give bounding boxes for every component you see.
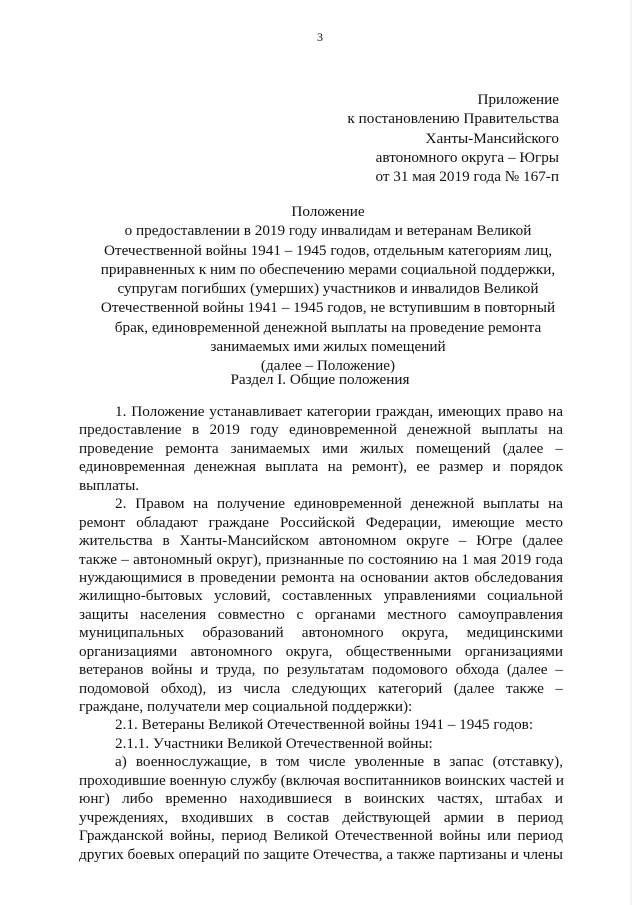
text-line: Гражданской войны, период Великой Отечественной войны или период <box>79 827 563 845</box>
text-line: также – автономный округ), признанные по состоянию на 1 мая 2019 года <box>79 550 563 568</box>
appendix-block <box>347 90 559 186</box>
appendix-line: к постановлению Правительства <box>347 110 559 128</box>
text-line: ремонт обладают граждане Российской Федерации, имеющие место <box>79 513 563 531</box>
text-line: юнг) либо временно находившиеся в воинских частях, штабах и <box>79 790 563 808</box>
title-line: Положение <box>291 203 365 220</box>
text-line: муниципальных образований автономного округа, медицинскими <box>79 624 563 642</box>
title-line: занимаемых ими жилых помещений <box>210 338 446 356</box>
scan-edge <box>630 0 632 905</box>
appendix-line: Ханты-Мансийского <box>425 129 559 147</box>
text-line: 2. Правом на получение единовременной денежной выплаты на <box>115 495 563 513</box>
page-number: 3 <box>317 30 323 44</box>
title-line: о предоставлении в 2019 году инвалидам и ветеранам Великой <box>124 222 532 240</box>
regulation-title <box>100 202 556 376</box>
title-line: (далее – Положение) <box>260 357 396 375</box>
title-line: супругам погибших (умерших) участников и инвалидов Великой <box>117 280 539 298</box>
text-line: единовременная денежная выплата на ремонт), ее размер и порядок <box>79 458 563 476</box>
title-line: Отечественной войны 1941 – 1945 годов, не вступившим в повторный <box>100 299 556 317</box>
appendix-line: автономного округа – Югры <box>375 148 559 166</box>
text-line: нуждающимися в проведении ремонта на основании актов обследования <box>79 568 563 586</box>
title-line: брак, единовременной денежной выплаты на проведение ремонта <box>114 318 542 336</box>
title-line: приравненных к ним по обеспечению мерами социальной поддержки, <box>100 260 556 278</box>
text-line: проведение ремонта занимаемых ими жилых помещений (далее – <box>79 439 563 457</box>
appendix-line: Приложение <box>477 91 559 108</box>
body-text <box>79 403 563 864</box>
section-heading: Раздел I. Общие положения <box>230 371 410 388</box>
text-line: организациями автономного округа, общественными организациями <box>79 642 563 660</box>
text-line: а) военнослужащие, в том числе уволенные в запас (отставку), <box>115 753 563 771</box>
text-line: подомовой обход), из числа следующих категорий (далее также – <box>79 679 563 697</box>
text-line: 2.1. Ветераны Великой Отечественной войны 1941 – 1945 годов: <box>115 716 534 734</box>
text-line: 1. Положение устанавливает категории граждан, имеющих право на <box>115 403 563 420</box>
text-line: других боевых операций по защите Отечества, а также партизаны и члены <box>79 845 563 863</box>
text-line: учреждениях, входивших в состав действующей армии в период <box>79 808 563 826</box>
text-line: ветеранов войны и труда, по результатам подомового обхода (далее – <box>79 661 563 679</box>
text-line: граждане, получатели мер социальной поддержки): <box>79 698 413 715</box>
text-line: выплаты. <box>79 476 140 494</box>
appendix-line: от 31 мая 2019 года № 167-п <box>375 168 559 186</box>
text-line: предоставление в 2019 году единовременной денежной выплаты на <box>79 421 563 439</box>
title-line: Отечественной войны 1941 – 1945 годов, отдельным категориям лиц, <box>103 241 553 259</box>
text-line: 2.1.1. Участники Великой Отечественной войны: <box>115 734 433 752</box>
text-line: защиты населения совместно с органами местного самоуправления <box>79 605 563 623</box>
text-line: жительства в Ханты-Мансийском автономном округе – Югре (далее <box>79 532 563 550</box>
text-line: жилищно-бытовых условий, составленных управлениями социальной <box>79 587 563 605</box>
text-line: проходившие военную службу (включая воспитанников воинских частей и <box>79 771 564 789</box>
